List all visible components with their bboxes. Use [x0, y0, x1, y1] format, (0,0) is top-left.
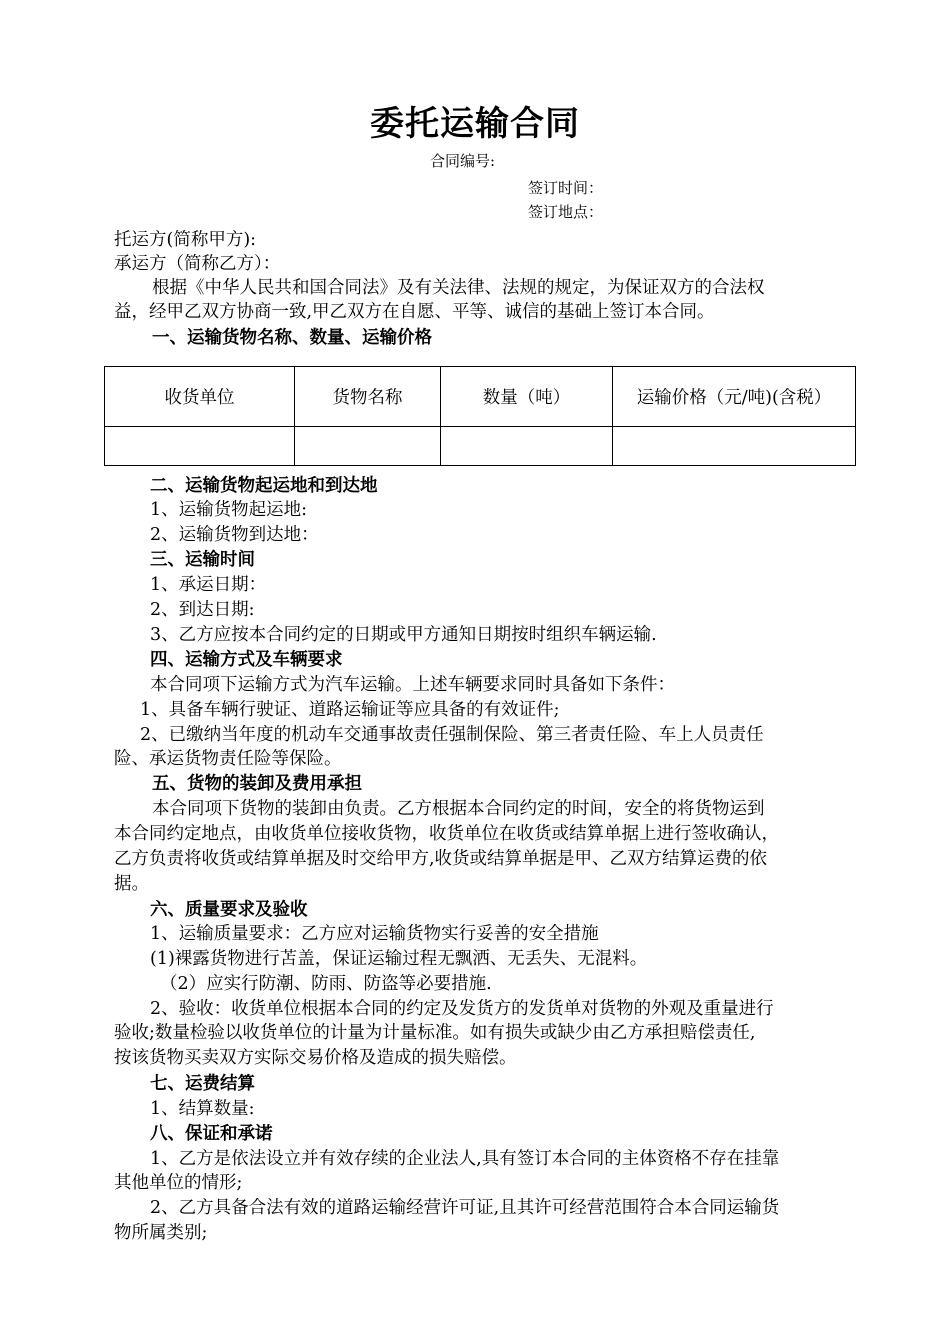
body-line: (1)裸露货物进行苫盖，保证运输过程无飘洒、无丢失、无混料。 — [150, 949, 648, 969]
body-line: 2、验收：收货单位根据本合同的约定及发货方的发货单对货物的外观及重量进行 — [150, 999, 774, 1019]
intro-line: 益，经甲乙双方协商一致,甲乙双方在自愿、平等、诚信的基础上签订本合同。 — [114, 302, 715, 322]
body-line: 本合同约定地点，由收货单位接收货物，收货单位在收货或结算单据上进行签收确认， — [114, 824, 779, 844]
body-line: 险、承运货物责任险等保险。 — [114, 749, 342, 769]
table-cell[interactable] — [613, 427, 856, 466]
section-heading: 四、运输方式及车辆要求 — [150, 650, 343, 670]
body-line: 验收;数量检验以收货单位的计量为计量标准。如有损失或缺少由乙方承担赔偿责任, — [114, 1023, 756, 1043]
table-cell[interactable] — [441, 427, 613, 466]
table-cell[interactable] — [105, 427, 295, 466]
section-heading: 一、运输货物名称、数量、运输价格 — [152, 328, 432, 348]
contract-number-label: 合同编号: — [430, 152, 496, 170]
body-line: 物所属类别; — [114, 1223, 208, 1243]
section-heading: 八、保证和承诺 — [150, 1124, 273, 1144]
table-header-cell: 运输价格（元/吨)(含税） — [613, 367, 856, 427]
table-header-row — [105, 367, 856, 427]
section-heading: 七、运费结算 — [150, 1074, 255, 1094]
table-header-cell: 货物名称 — [295, 367, 441, 427]
body-line: 本合同项下运输方式为汽车运输。上述车辆要求同时具备如下条件： — [150, 675, 675, 695]
list-item: 3、乙方应按本合同约定的日期或甲方通知日期按时组织车辆运输. — [150, 625, 657, 645]
body-line: （2）应实行防潮、防雨、防盗等必要措施. — [160, 974, 492, 994]
section-heading: 二、运输货物起运地和到达地 — [150, 476, 378, 496]
table-header-cell: 数量（吨） — [441, 367, 613, 427]
intro-line: 根据《中华人民共和国合同法》及有关法律、法规的规定，为保证双方的合法权 — [152, 278, 765, 298]
body-line: 本合同项下货物的装卸由负责。乙方根据本合同约定的时间，安全的将货物运到 — [152, 799, 765, 819]
body-line: 按该货物买卖双方实际交易价格及造成的损失赔偿。 — [114, 1048, 517, 1068]
goods-table — [104, 366, 856, 466]
sign-time-label: 签订时间： — [528, 179, 604, 197]
body-line: 2、乙方具备合法有效的道路运输经营许可证,且其许可经营范围符合本合同运输货 — [150, 1198, 780, 1218]
body-line: 2、已缴纳当年度的机动车交通事故责任强制保险、第三者责任险、车上人员责任 — [140, 725, 764, 745]
body-line: 1、具备车辆行驶证、道路运输证等应具备的有效证件; — [140, 700, 560, 720]
table-header-cell: 收货单位 — [105, 367, 295, 427]
list-item: 1、运输货物起运地: — [150, 500, 308, 520]
body-line: 其他单位的情形; — [114, 1173, 243, 1193]
table-row — [105, 427, 856, 466]
party-a-label: 托运方(简称甲方): — [114, 230, 257, 250]
body-line: 1、乙方是依法设立并有效存续的企业法人,具有签订本合同的主体资格不存在挂靠 — [150, 1149, 780, 1169]
sign-place-label: 签订地点： — [528, 203, 604, 221]
list-item: 2、运输货物到达地： — [150, 525, 319, 545]
list-item: 1、结算数量: — [150, 1099, 255, 1119]
list-item: 2、到达日期: — [150, 600, 255, 620]
section-heading: 五、货物的装卸及费用承担 — [152, 774, 362, 794]
table-cell[interactable] — [295, 427, 441, 466]
section-heading: 六、质量要求及验收 — [150, 900, 308, 920]
body-line: 乙方负责将收货或结算单据及时交给甲方,收货或结算单据是甲、乙双方结算运费的依 — [114, 849, 768, 869]
body-line: 据。 — [114, 874, 149, 894]
section-heading: 三、运输时间 — [150, 550, 255, 570]
body-line: 1、运输质量要求：乙方应对运输货物实行妥善的安全措施 — [150, 924, 599, 944]
document-title: 委托运输合同 — [370, 104, 580, 144]
party-b-label: 承运方（简称乙方）： — [114, 254, 281, 274]
list-item: 1、承运日期： — [150, 575, 267, 595]
